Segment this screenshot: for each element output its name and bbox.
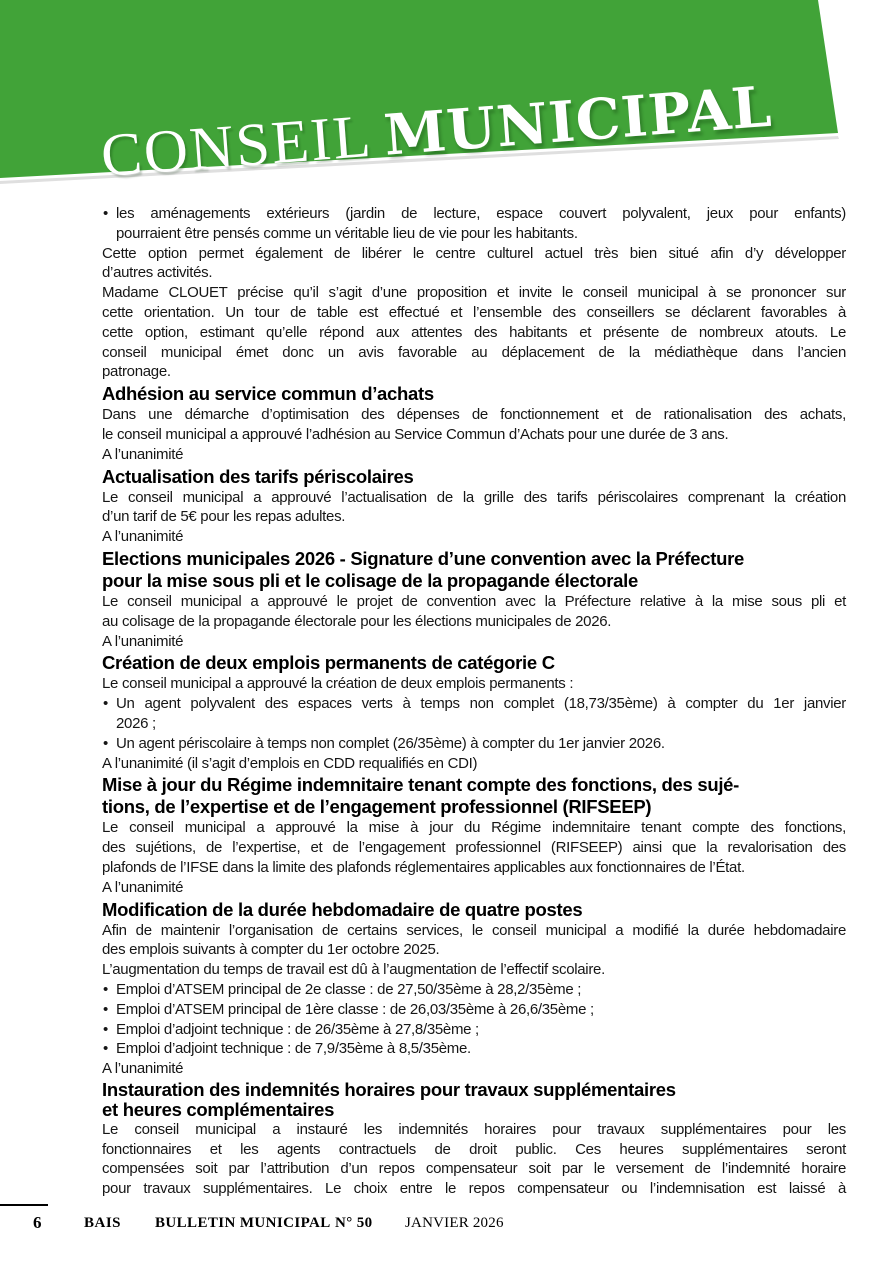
- text-line: Emploi d’adjoint technique : de 26/35ème à 27,8/35ème ;: [116, 1020, 479, 1038]
- text-line: cette orientation. Un tour de table est effectué et l’ensemble des conseillers se déclarent favorables à: [102, 303, 846, 321]
- vote-result: [102, 445, 846, 465]
- section-tarifs-periscolaires: [102, 466, 846, 547]
- bullet-icon: •: [103, 1020, 109, 1038]
- text-line: le conseil municipal a approuvé l’adhésion au Service Commun d’Achats pour une durée de 3 ans.: [102, 425, 729, 443]
- text-line: au colisage de la propagande électorale pour les élections municipales de 2026.: [102, 612, 612, 630]
- bullet-item: [102, 1039, 846, 1059]
- banner-title-conseil: CONSEIL: [98, 102, 375, 191]
- footer-rule: [0, 1204, 48, 1206]
- section-elections-2026: [102, 548, 846, 651]
- heading-line: Instauration des indemnités horaires pour travaux supplémentaires: [102, 1078, 676, 1100]
- banner-title-municipal: MUNICIPAL: [381, 73, 775, 169]
- page-footer: [0, 1204, 892, 1254]
- section-emplois-categorie-c: [102, 652, 846, 773]
- article-content: [102, 204, 846, 1199]
- text-line: Emploi d’adjoint technique : de 7,9/35ème à 8,5/35ème.: [116, 1040, 471, 1058]
- vote-result: [102, 754, 846, 774]
- section-heading: [102, 774, 846, 818]
- page-number: 6: [33, 1213, 42, 1232]
- text-line: Madame CLOUET précise qu’il s’agit d’une proposition et invite le conseil municipal à se prononcer sur: [102, 284, 846, 302]
- bullet-icon: •: [103, 1040, 109, 1058]
- section-rifseep: [102, 774, 846, 897]
- heading-line: Mise à jour du Régime indemnitaire tenant compte des fonctions, des sujé-: [102, 774, 740, 796]
- paragraph: [102, 283, 846, 382]
- vote-result: [102, 527, 846, 547]
- text-line: plafonds de l’IFSE dans la limite des plafonds réglementaires applicables aux fonctionnaires de l’État.: [102, 858, 745, 876]
- section-duree-hebdomadaire: [102, 899, 846, 1079]
- vote-result: [102, 878, 846, 898]
- heading-line: Elections municipales 2026 - Signature d’une convention avec la Préfecture: [102, 547, 744, 569]
- text-line: les aménagements extérieurs (jardin de lecture, espace couvert polyvalent, jeux pour enfants): [116, 205, 846, 222]
- text-line: Emploi d’ATSEM principal de 1ère classe : de 26,03/35ème à 26,6/35ème ;: [116, 1000, 594, 1018]
- text-line: d’autres activités.: [102, 264, 213, 282]
- text-line: A l’unanimité: [102, 528, 184, 546]
- text-line: patronage.: [102, 363, 171, 381]
- vote-result: [102, 1059, 846, 1079]
- paragraph: [102, 488, 846, 528]
- section-mediatheque: [102, 204, 846, 382]
- bullet-icon: •: [103, 695, 109, 713]
- text-line: Un agent périscolaire à temps non complet (26/35ème) à compter du 1er janvier 2026.: [116, 734, 665, 752]
- paragraph: [102, 1120, 846, 1199]
- text-line: Un agent polyvalent des espaces verts à temps non complet (18,73/35ème) à compter du 1er janvier: [116, 695, 846, 713]
- text-line: Emploi d’ATSEM principal de 2e classe : de 27,50/35ème à 28,2/35ème ;: [116, 980, 582, 998]
- text-line: Le conseil municipal a approuvé la mise à jour du Régime indemnitaire tenant compte des fonctions,: [102, 819, 846, 837]
- footer-date: JANVIER 2026: [405, 1215, 504, 1231]
- heading-line: Actualisation des tarifs périscolaires: [102, 465, 414, 487]
- text-line: conseil municipal émet donc un avis favorable au déplacement de la médiathèque dans l’ancien: [102, 343, 846, 361]
- text-line: des emplois suivants à compter du 1er octobre 2025.: [102, 941, 440, 959]
- footer-issue-number: N° 50: [335, 1215, 373, 1231]
- vote-result: [102, 632, 846, 652]
- section-indemnites-horaires: [102, 1080, 846, 1199]
- section-heading: [102, 652, 846, 674]
- footer-town: BAIS: [84, 1215, 122, 1231]
- bullet-item: [102, 694, 846, 734]
- heading-line: Modification de la durée hebdomadaire de quatre postes: [102, 898, 583, 920]
- section-heading: [102, 466, 846, 488]
- heading-line: Adhésion au service commun d’achats: [102, 383, 434, 405]
- section-heading: [102, 1080, 846, 1120]
- heading-line: pour la mise sous pli et le colisage de la propagande électorale: [102, 569, 638, 591]
- bullet-icon: •: [103, 1000, 109, 1018]
- text-line: A l’unanimité (il s’agit d’emplois en CDD requalifiés en CDI): [102, 754, 478, 772]
- section-heading: [102, 548, 846, 592]
- bullet-icon: •: [103, 205, 109, 222]
- text-line: A l’unanimité: [102, 1060, 184, 1078]
- paragraph: [102, 244, 846, 284]
- text-line: L’augmentation du temps de travail est dû à l’augmentation de l’effectif scolaire.: [102, 961, 605, 979]
- text-line: pourraient être pensés comme un véritable lieu de vie pour les habitants.: [116, 224, 578, 242]
- bullet-icon: •: [103, 980, 109, 998]
- paragraph: [102, 405, 846, 445]
- text-line: 2026 ;: [116, 714, 156, 732]
- section-heading: [102, 899, 846, 921]
- paragraph: [102, 921, 846, 961]
- heading-line: tions, de l’expertise et de l’engagement professionnel (RIFSEEP): [102, 796, 652, 818]
- bullet-item: [102, 1020, 846, 1040]
- bullet-item: [102, 204, 846, 244]
- text-line: Le conseil municipal a approuvé la création de deux emplois permanents :: [102, 675, 574, 693]
- text-line: des sujétions, de l’expertise, et de l’engagement professionnel (RIFSEEP) ainsi que la revalorisation des: [102, 839, 846, 857]
- text-line: compensées soit par l’attribution d’un repos compensateur soit par le versement de l’indemnité horaire: [102, 1160, 846, 1178]
- footer-bulletin-label: BULLETIN MUNICIPAL: [155, 1215, 331, 1231]
- bullet-item: [102, 1000, 846, 1020]
- text-line: A l’unanimité: [102, 878, 184, 896]
- text-line: A l’unanimité: [102, 632, 184, 650]
- text-line: Afin de maintenir l’organisation de certains services, le conseil municipal a modifié la durée hebdomadaire: [102, 921, 846, 939]
- text-line: Cette option permet également de libérer le centre culturel actuel très bien situé afin d’y développer: [102, 244, 846, 262]
- bullet-item: [102, 734, 846, 754]
- section-adhesion-achats: [102, 383, 846, 464]
- text-line: cette option, estimant qu’elle répond aux attentes des habitants et présente de nombreux atouts. Le: [102, 323, 846, 341]
- paragraph: [102, 818, 846, 877]
- text-line: pour travaux supplémentaires. Le choix entre le repos compensateur ou l’indemnisation est laissé à: [102, 1180, 846, 1198]
- heading-line: et heures complémentaires: [102, 1098, 335, 1120]
- paragraph: [102, 960, 846, 980]
- text-line: Le conseil municipal a approuvé l’actualisation de la grille des tarifs périscolaires comprenant la création: [102, 488, 846, 506]
- bullet-icon: •: [103, 734, 109, 752]
- text-line: A l’unanimité: [102, 445, 184, 463]
- heading-line: Création de deux emplois permanents de catégorie C: [102, 652, 555, 674]
- paragraph: [102, 674, 846, 694]
- text-line: Dans une démarche d’optimisation des dépenses de fonctionnement et de rationalisation des achats,: [102, 406, 846, 424]
- text-line: d’un tarif de 5€ pour les repas adultes.: [102, 508, 346, 526]
- bullet-item: [102, 980, 846, 1000]
- text-line: Le conseil municipal a instauré les indemnités horaires pour travaux supplémentaires pour les: [102, 1120, 846, 1138]
- section-heading: [102, 383, 846, 405]
- paragraph: [102, 592, 846, 632]
- text-line: fonctionnaires et les agents contractuels de droit public. Ces heures supplémentaires seront: [102, 1140, 846, 1158]
- text-line: Le conseil municipal a approuvé le projet de convention avec la Préfecture relative à la mise sous pli et: [102, 592, 846, 610]
